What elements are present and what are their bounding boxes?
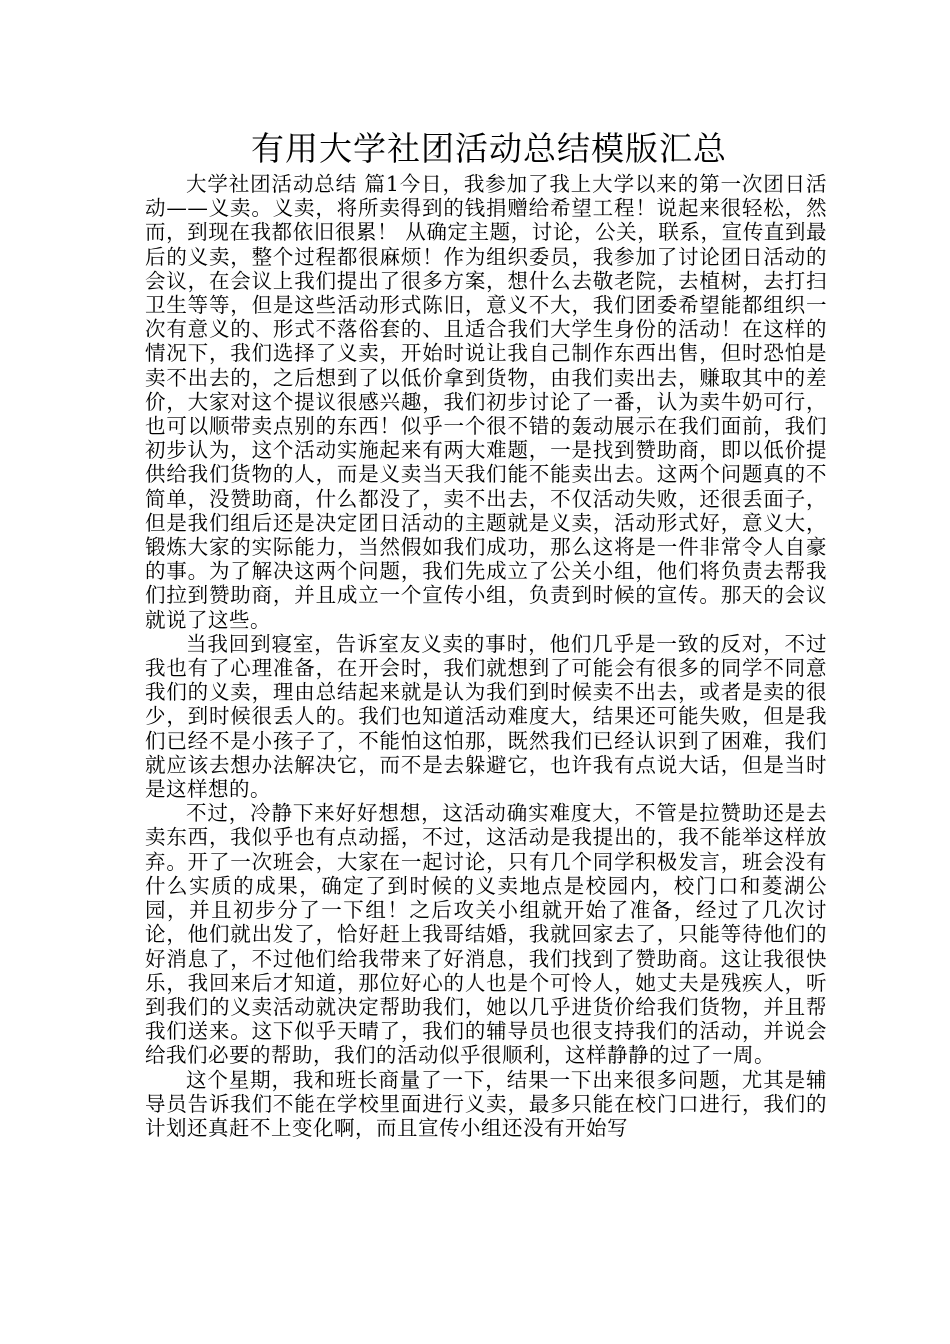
paragraph-2: 当我回到寝室，告诉室友义卖的事时，他们几乎是一致的反对，不过我也有了心理准备，在开会时，我们就想到了可能会有很多的同学不同意我们的义卖，理由总结起来就是认为我们到时候卖不出去，或者是卖的很少，到时候很丢人的。我们也知道活动难度大，结果还可能失败，但是我们已经不是小孩子了，不能怕这怕那，既然我们已经认识到了困难，我们就应该去想办法解决它，而不是去躲避它，也许我有点说大话，但是当时是这样想的。 [145, 631, 827, 802]
paragraph-4: 这个星期，我和班长商量了一下，结果一下出来很多问题，尤其是辅导员告诉我们不能在学校里面进行义卖，最多只能在校门口进行，我们的计划还真赶不上变化啊，而且宣传小组还没有开始写 [145, 1067, 827, 1140]
document-body [145, 172, 827, 1140]
document-page [145, 126, 827, 1140]
paragraph-3: 不过，冷静下来好好想想，这活动确实难度大，不管是拉赞助还是去卖东西，我似乎也有点动摇，不过，这活动是我提出的，我不能举这样放弃。开了一次班会，大家在一起讨论，只有几个同学积极发言，班会没有什么实质的成果，确定了到时候的义卖地点是校园内，校门口和菱湖公园，并且初步分了一下组！之后攻关小组就开始了准备，经过了几次讨论，他们就出发了，恰好赶上我哥结婚，我就回家去了，只能等待他们的好消息了，不过他们给我带来了好消息，我们找到了赞助商。这让我很快乐，我回来后才知道，那位好心的人也是个可怜人，她丈夫是残疾人，听到我们的义卖活动就决定帮助我们，她以几乎进货价给我们货物，并且帮我们送来。这下似乎天晴了，我们的辅导员也很支持我们的活动，并说会给我们必要的帮助，我们的活动似乎很顺利，这样静静的过了一周。 [145, 801, 827, 1068]
paragraph-1: 大学社团活动总结 篇1今日，我参加了我上大学以来的第一次团日活动——义卖。义卖，将所卖得到的钱捐赠给希望工程！说起来很轻松，然而，到现在我都依旧很累！ 从确定主题，讨论，公关，联系，宣传直到最后的义卖，整个过程都很麻烦！作为组织委员，我参加了讨论团日活动的会议，在会议上我们提出了很多方案，想什么去敬老院，去植树，去打扫卫生等等，但是这些活动形式陈旧，意义不大，我们团委希望能都组织一次有意义的、形式不落俗套的、且适合我们大学生身份的活动！在这样的情况下，我们选择了义卖，开始时说让我自己制作东西出售，但时恐怕是卖不出去的，之后想到了以低价拿到货物，由我们卖出去，赚取其中的差价，大家对这个提议很感兴趣，我们初步讨论了一番，认为卖牛奶可行，也可以顺带卖点别的东西！似乎一个很不错的轰动展示在我们面前，我们初步认为，这个活动实施起来有两大难题，一是找到赞助商，即以低价提供给我们货物的人，而是义卖当天我们能不能卖出去。这两个问题真的不简单，没赞助商，什么都没了，卖不出去，不仅活动失败，还很丢面子，但是我们组后还是决定团日活动的主题就是义卖，活动形式好，意义大，锻炼大家的实际能力，当然假如我们成功，那么这将是一件非常令人自豪的事。为了解决这两个问题，我们先成立了公关小组，他们将负责去帮我们拉到赞助商，并且成立一个宣传小组，负责到时候的宣传。那天的会议就说了这些。 [145, 172, 827, 632]
document-title: 有用大学社团活动总结模版汇总 [251, 129, 727, 168]
